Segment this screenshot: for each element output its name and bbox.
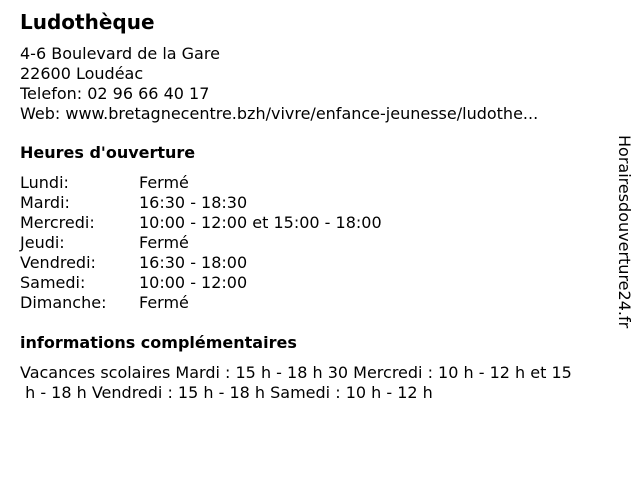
day-label: Mercredi: <box>20 213 95 232</box>
day-label: Lundi: <box>20 173 69 192</box>
day-label: Dimanche: <box>20 293 107 312</box>
hours-heading: Heures d'ouverture <box>20 143 196 162</box>
info-heading: informations complémentaires <box>20 333 297 352</box>
info-text: Vacances scolaires Mardi : 15 h - 18 h 30 Mercredi : 10 h - 12 h et 15 h - 18 h Vendredi : 15 h - 18 h Samedi : 10 h - 12 h <box>20 363 572 402</box>
address-block <box>20 44 620 124</box>
hours-value: Fermé <box>139 293 189 312</box>
hours-value: Fermé <box>139 173 189 192</box>
hours-value: Fermé <box>139 233 189 252</box>
day-label: Samedi: <box>20 273 86 292</box>
place-card <box>20 10 620 403</box>
hours-row <box>20 233 620 253</box>
day-label: Jeudi: <box>20 233 65 252</box>
hours-row <box>20 293 620 313</box>
site-watermark <box>612 135 636 345</box>
street-address: 4-6 Boulevard de la Gare <box>20 44 220 63</box>
day-label: Mardi: <box>20 193 70 212</box>
hours-value: 16:30 - 18:30 <box>139 193 248 212</box>
hours-table <box>20 173 620 313</box>
hours-row <box>20 213 620 233</box>
watermark-text: Horairesdouverture24.fr <box>615 135 634 329</box>
hours-row <box>20 173 620 193</box>
hours-value: 10:00 - 12:00 et 15:00 - 18:00 <box>139 213 382 232</box>
website-link[interactable]: Web: www.bretagnecentre.bzh/vivre/enfance-jeunesse/ludothe... <box>20 104 539 123</box>
hours-row <box>20 273 620 293</box>
hours-row <box>20 253 620 273</box>
hours-value: 16:30 - 18:00 <box>139 253 248 272</box>
place-title: Ludothèque <box>20 10 155 34</box>
phone-number: Telefon: 02 96 66 40 17 <box>20 84 210 103</box>
hours-value: 10:00 - 12:00 <box>139 273 248 292</box>
hours-row <box>20 193 620 213</box>
day-label: Vendredi: <box>20 253 96 272</box>
city-address: 22600 Loudéac <box>20 64 144 83</box>
